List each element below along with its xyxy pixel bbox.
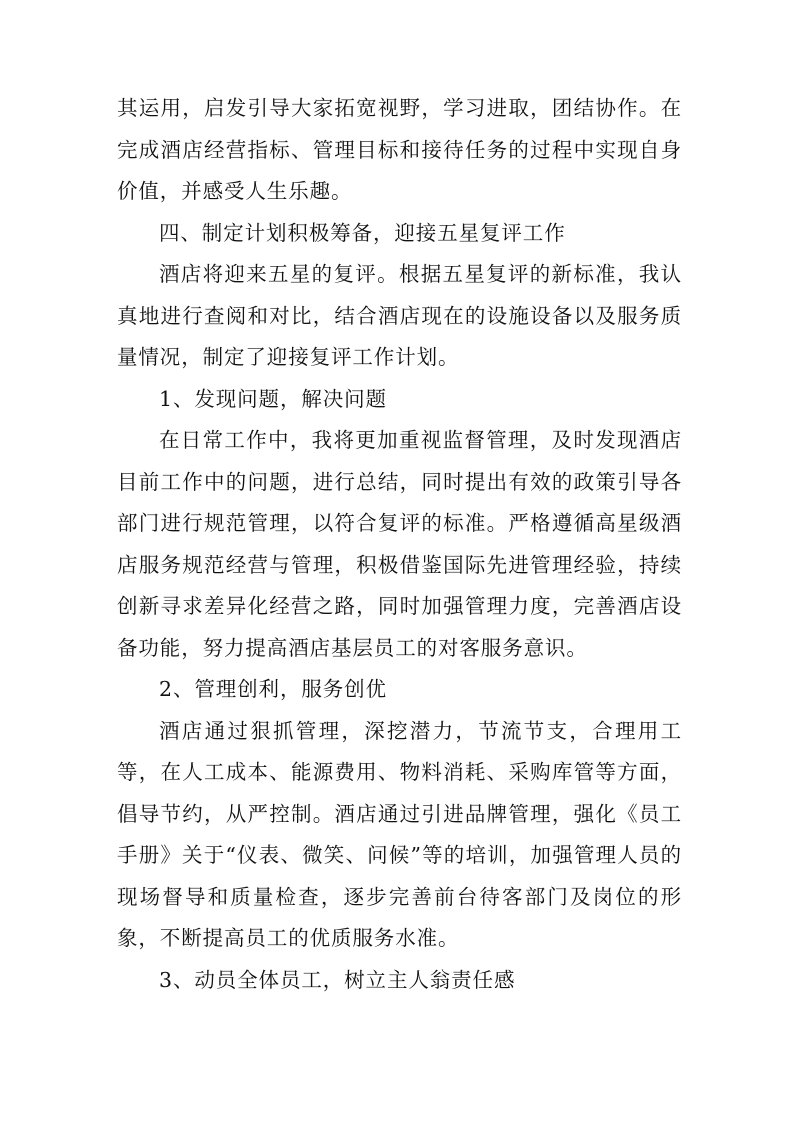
section-heading-four: 四、制定计划积极筹备，迎接五星复评工作 <box>159 220 566 245</box>
paragraph-management: 酒店通过狠抓管理，深挖潜力，节流节支，合理用工等，在人工成本、能源费用、物料消耗、采购库管等方面，倡导节约，从严控制。酒店通过引进品牌管理，强化《员工手册》关于“仪表、微笑、问候”等的培训，加强管理人员的现场督导和质量检查，逐步完善前台待客部门及岗位的形象，不断提高员工的优质服务水准。 <box>117 718 682 950</box>
subheading-one: 1、发现问题，解决问题 <box>159 386 387 411</box>
subheading-three: 3、动员全体员工，树立主人翁责任感 <box>159 967 516 992</box>
subheading-two: 2、管理创利，服务创优 <box>159 677 387 701</box>
paragraph-review-plan: 酒店将迎来五星的复评。根据五星复评的新标准，我认真地进行查阅和对比，结合酒店现在的设施设备以及服务质量情况，制定了迎接复评工作计划。 <box>117 262 682 369</box>
document-body <box>117 88 682 1001</box>
paragraph-daily-work: 在日常工作中，我将更加重视监督管理，及时发现酒店目前工作中的问题，进行总结，同时提出有效的政策引导各部门进行规范管理，以符合复评的标准。严格遵循高星级酒店服务规范经营与管理，积极借鉴国际先进管理经验，持续创新寻求差异化经营之路，同时加强管理力度，完善酒店设备功能，努力提高酒店基层员工的对客服务意识。 <box>117 428 682 660</box>
paragraph-continuation: 其运用，启发引导大家拓宽视野，学习进取，团结协作。在完成酒店经营指标、管理目标和接待任务的过程中实现自身价值，并感受人生乐趣。 <box>117 96 682 203</box>
